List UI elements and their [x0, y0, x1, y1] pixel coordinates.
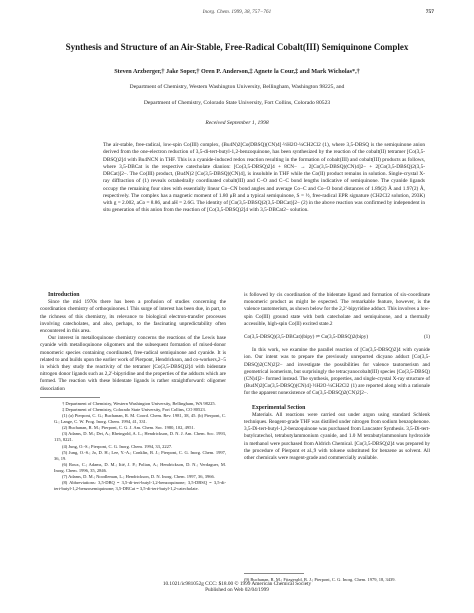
- footnote: (7) Adams, D. M.; Noodleman, L.; Hendrickson, D. N. Inorg. Chem. 1997, 36, 3966.: [62, 473, 215, 479]
- footnote: † Department of Chemistry, Western Washington University, Bellingham, WA 98225.: [62, 400, 216, 406]
- page-footer: [0, 581, 474, 594]
- left-column: [40, 292, 226, 492]
- body-paragraph: is followed by cis coordination of the bidentate ligand and formation of six-coordinate monomeric product as might be expected. The remarkable feature, however, is the valence tautomerism, as shown below for the 2,2′-bipyridine adduct. This involves a low-spin Co(III) ground state with both catecholate and semiquinone, and a thermally accessible, high-spin Co(II) excited state.2: [244, 292, 430, 327]
- introduction-paragraph: Our interest in metalloquinone chemistry concerns the reactions of the Lewis base cyanide with metalloquinone oligomers and the subsequent formation of mixed-donor monomeric species containing coordinated, free-radical semiquinone and cyanide. It is related to and builds upon the earlier work of Pierpont, Hendrickson, and co-workers,2−5 in which they study the reactivity of the tetramer [Co(3,5-DBSQ)2]4 with bidentate nitrogen donor ligands such as 2,2′-bipyridine and the properties of the adducts which are formed. The reaction with these bidentate ligands is rather straightforward: oligomer dissociation: [40, 335, 226, 392]
- body-paragraph: In this work, we examine the parallel reaction of [Co(3,5-DBSQ)2]4 with cyanide ion. Our intent was to prepare the previously unreported dicyano adduct [Co(3,5-DBSQ)2(CN)2]2− and investigate the possibilities for valence tautomerism and geometrical isomerism, but surprisingly the tetracyanocobalt(III) species [Co(3,5-DBSQ)(CN)4]2− formed instead. The synthesis, properties, and single-crystal X-ray structure of (Bu4N)2[Co(3,5-DBSQ)(CN)4]·½H2O·¼CH2Cl2 (1) are reported along with a rationale for the apparent nonexistence of Co(3,5-DBSQ)2(CN)2]2−.: [244, 347, 430, 397]
- footnote: (6) Roux, C.; Adams, D. M.; Itié, J. P.; Polian, A.; Hendrickson, D. N.; Verdaguer, M. Inorg. Chem. 1996, 35, 2846.: [54, 461, 226, 473]
- footnote: (4) Jung, O.-S.; Pierpont, C. G. Inorg. Chem. 1994, 33, 2227.: [62, 443, 173, 449]
- footnote: (1) (a) Pierpont, C. G.; Buchanan, R. M. Coord. Chem. Rev. 1981, 38, 45. (b) Pierpont, C. G.; Lange, C. W. Prog. Inorg. Chem. 1994, 41, 331.: [54, 413, 226, 425]
- affiliation-1: Department of Chemistry, Western Washington University, Bellingham, Washington 98225, and: [129, 84, 345, 90]
- running-head: Inorg. Chem. 1999, 38, 757−761: [202, 9, 272, 15]
- affiliation-2: Department of Chemistry, Colorado State University, Fort Collins, Colorado 80523: [143, 100, 331, 106]
- right-column: [244, 292, 430, 462]
- footnote: (2) Buchanan, R. M.; Pierpont, C. G. J. Am. Chem. Soc. 1980, 102, 4951.: [62, 425, 195, 431]
- abstract: The air-stable, free-radical, low-spin Co(III) complex, (Bu4N)2[Co(DBSQ)(CN)4]·½H2O·¼CH2Cl2 (1), where 3,5-DBSQ is the semiquinone anion derived from the one-electron reduction of 3,5-di-tert-butyl-1,2-benzoquinone, has been synthesized by the reaction of the cobalt(II) tetramer [Co(3,5-DBSQ)2]4 with Bu4NCN in THF. This is a cyanide-induced redox reaction resulting in the formation of cobalt(III) and cobalt(III) products as follows, where 3,5-DBCat is the respective catecholate dianion: [Co(3,5-DBSQ)2]4 + 8CN− → 2[Co(3,5-DBSQ)(CN)4]2− + 2[Co(3,5-DBSQ)2(3,5-DBCat)]2−. The Co(III) product, (Bu4N)2 [Co(3,5-DBSQ)(CN)4], is insoluble in THF while the Co(II) product remains in solution. Single-crystal X-ray diffraction of (1) reveals octahedrally coordinated cobalt(III) and C−O and C−C bond lengths indicative of semiquinone. The cyanide ligands occupy the remaining four sites with essentially linear Co−CN bond angles and average Co−C and Co−O bond distances of 1.89(2) Å and 1.97(2) Å, respectively. The complex has a magnetic moment of 1.80 μB and a typical semiquinone, S = ½, free-radical EPR signature (CH2Cl2 solution, 293K) with g = 2.002, aCo = 8.86, and aH = 2.6G. The identity of [Co(3,5-DBSQ)2(3,5-DBCat)]2− (2) in the above reaction was confirmed by independent in situ generation of this anion from the reaction of [Co(3,5-DBSQ)2]4 with 3,5-DBCat2− solution.: [103, 142, 425, 214]
- footnote: (3) Adams, D. M.; Dei, A.; Rheingold, A. L.; Hendrickson, D. N. J. Am. Chem. Soc. 1993, 115, 8221.: [54, 431, 226, 443]
- equation-number: (1): [423, 334, 430, 341]
- footnote: ‡ Department of Chemistry, Colorado State University, Fort Collins, CO 80523.: [62, 406, 206, 412]
- equation-text: Co(3,5-DBSQ)(3,5-DBCat)(bipy) ⇌ Co(3,5-DBSQ)2(bipy): [244, 334, 369, 341]
- doi-line: 10.1021/ic981052g CCC: $18.00 © 1999 American Chemical Society: [162, 581, 312, 587]
- page-number: 757: [425, 9, 434, 15]
- footnote-divider: [40, 397, 100, 398]
- experimental-heading: Experimental Section: [252, 404, 306, 411]
- article-title: Synthesis and Structure of an Air-Stable, Free-Radical Cobalt(III) Semiquinone Complex: [65, 42, 409, 52]
- published-date: Published on Web 02/04/1999: [205, 587, 269, 594]
- body-paragraph: Materials. All reactions were carried out under argon using standard Schlenk techniques. Reagent-grade THF was distilled under nitrogen from sodium benzophenone. 3,5-Di-tert-butyl-1,2-benzoquinone was purchased from Lancaster Synthesis. 3,5-Di-tert-butylcatechol, tetrabutylammonium cyanide, and 1.0 M tetrabutylammonium hydroxide in methanol were purchased from Aldrich Chemical. [Co(3,5-DBSQ)2]4 was prepared by the procedure of Pierpont et al.,9 with toluene substituted for benzene as solvent. All other chemicals were reagent-grade and commercially available.: [244, 411, 430, 462]
- equation-1: [244, 334, 430, 341]
- footnote: (5) Jung, O.-S.; Jo, D. H.; Lee, Y.-A.; Conklin, B. J.; Pierpont, C. G. Inorg. Chem. 1997, 36, 19.: [54, 449, 226, 461]
- received-date: Received September 1, 1998: [205, 120, 269, 126]
- introduction-heading: Introduction: [48, 292, 80, 298]
- introduction-paragraph: Since the mid 1970s there has been a profusion of studies concerning the coordination chemistry of orthoquinones.1 This surge of interest has been due, in part, to the richness of this chemistry, its relevance to biological electron-transfer processes involving catecholates, and also, perhaps, to the fascinating unpredictability often encountered in this area.: [40, 299, 226, 335]
- author-list: Steven Arzberger,† Jake Soper,† Oren P. Anderson,‡ Agnete la Cour,‡ and Mark Wicholas*,†: [114, 68, 360, 75]
- footnote: (9) Buchanan, R. M.; Fitzgerald, B. J.; Pierpont, C. G. Inorg. Chem. 1979, 18, 3439.: [244, 577, 396, 582]
- footnote-divider: [244, 573, 304, 574]
- footnote: (8) Abbreviations: 3,5-DBQ = 3,5-di-tert-butyl-1,2-benzoquinone; 3,5-DBSQ = 3,5-di-tert-butyl-1,2-benzosemiquinone; 3,5-DBCat = 3,5-di-tert-butyl-1,2-catecholate.: [54, 480, 226, 492]
